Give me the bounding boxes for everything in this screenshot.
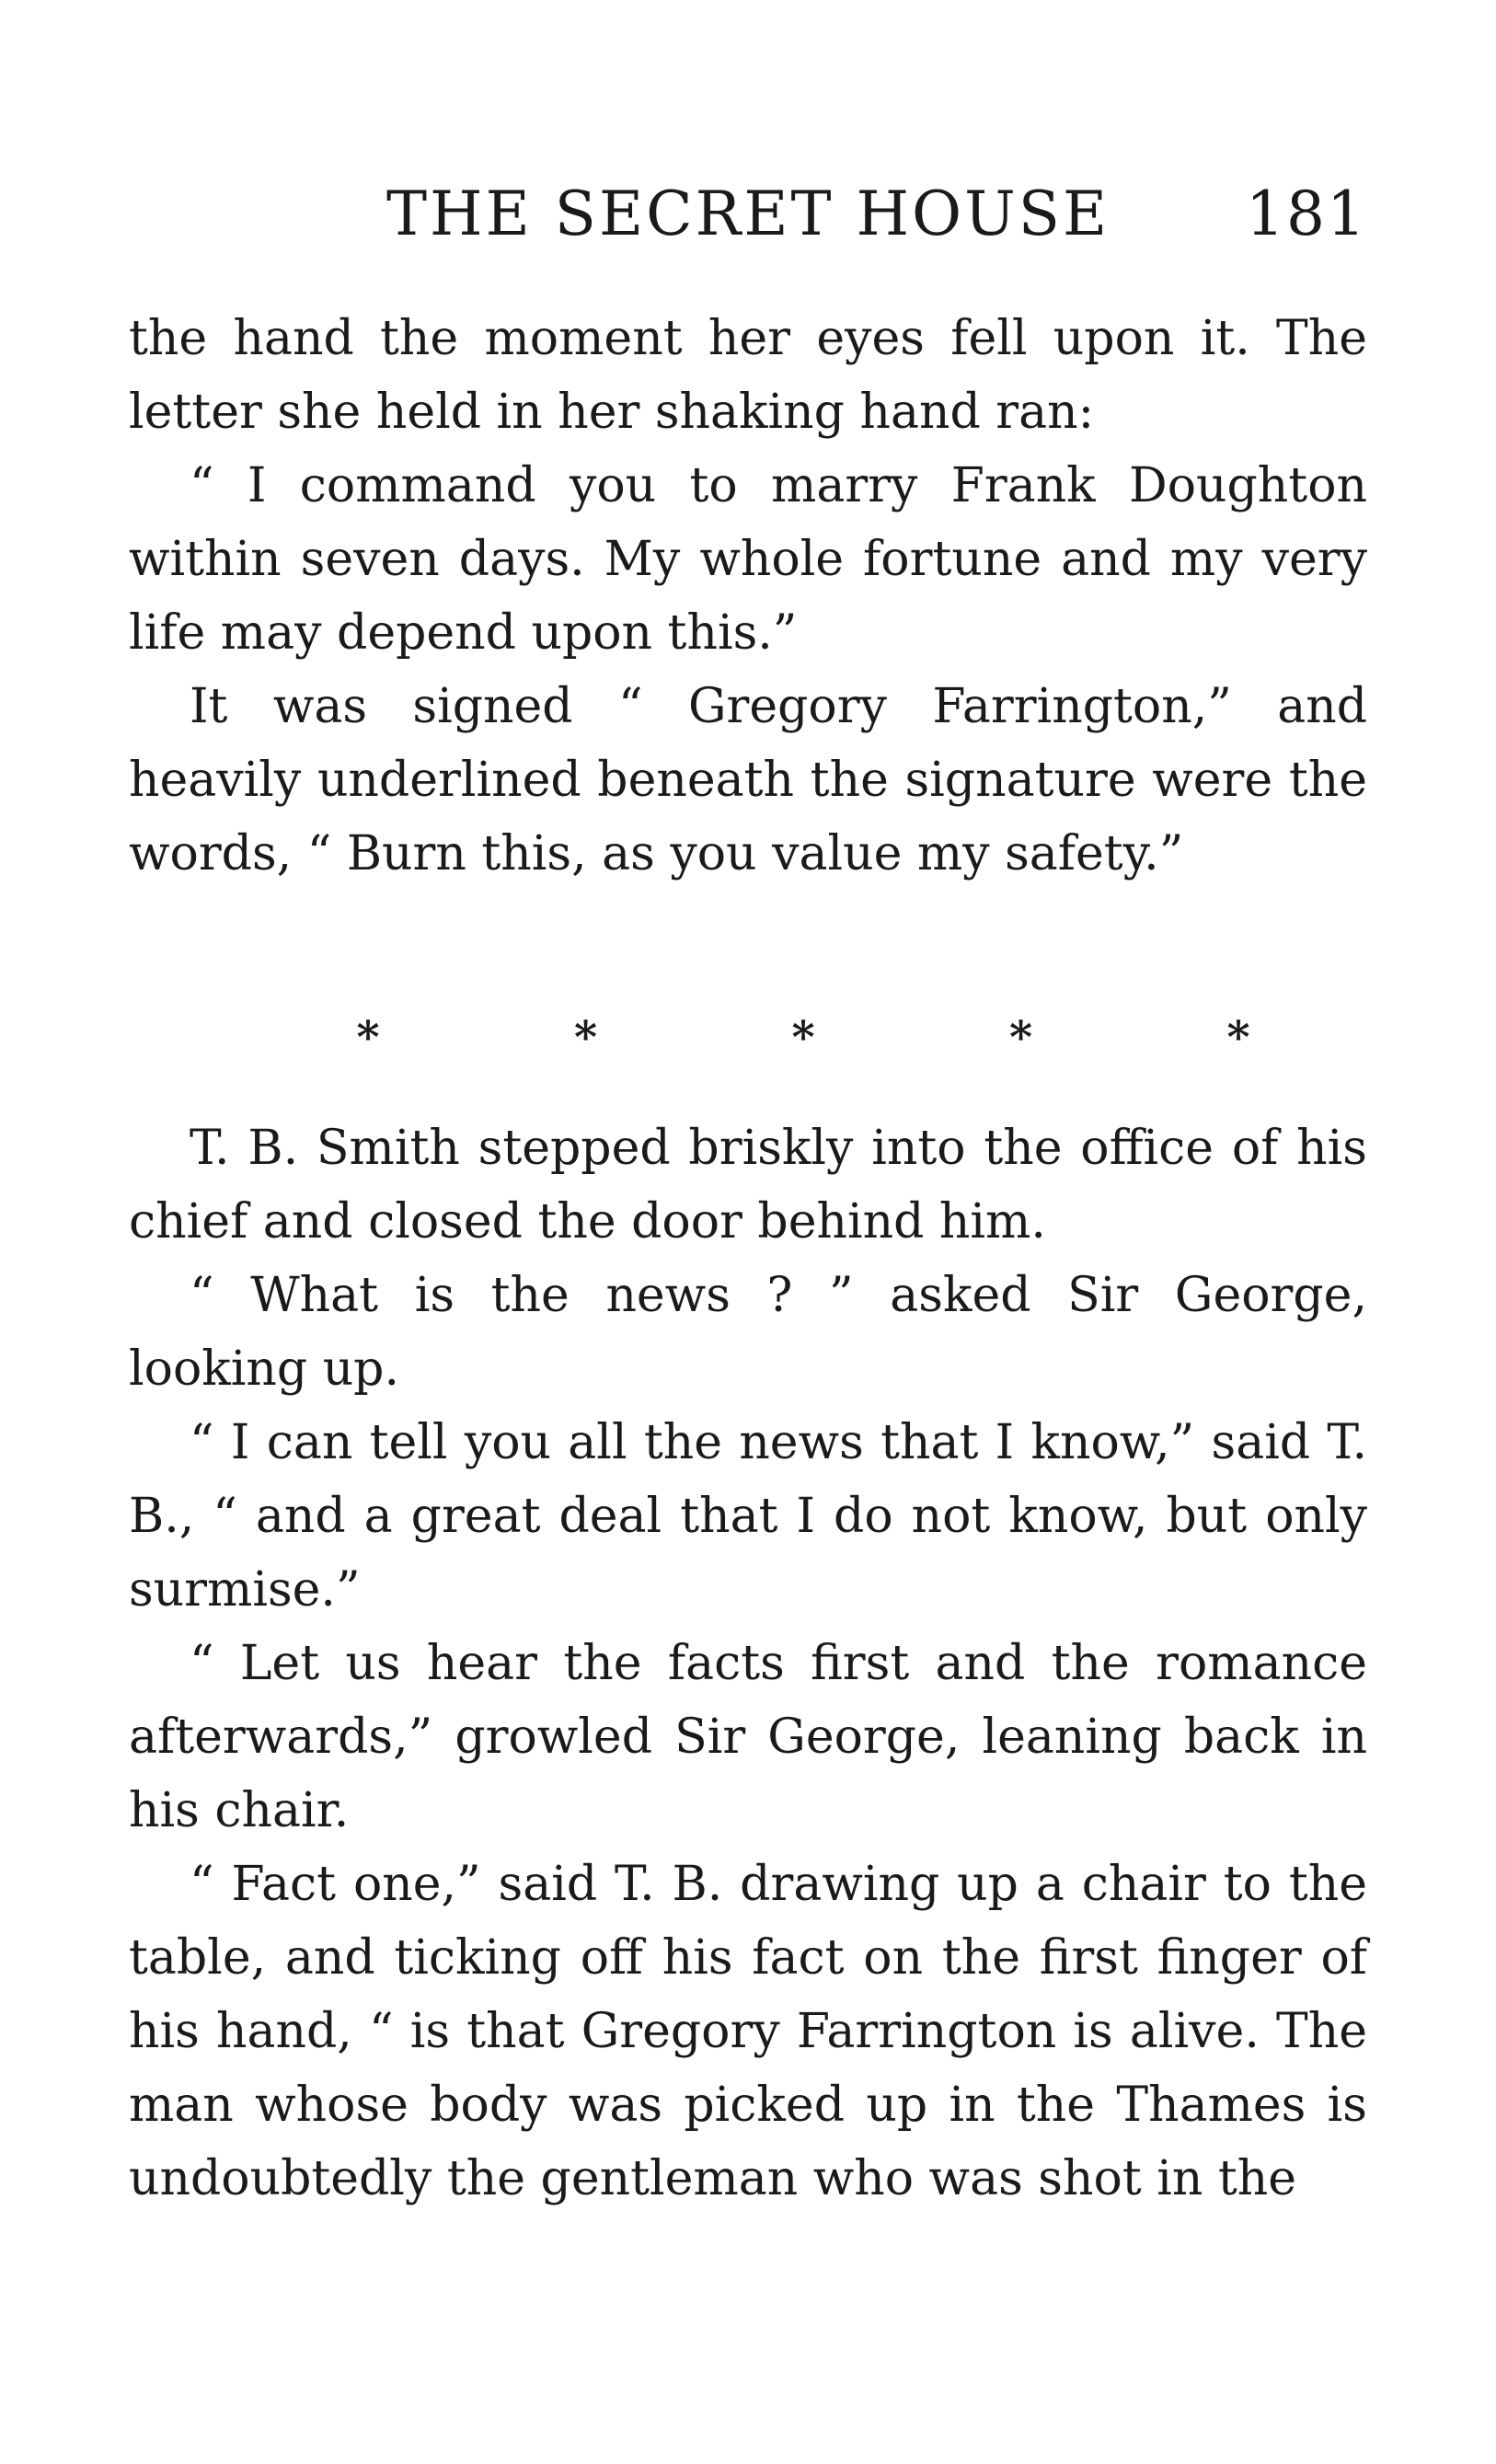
section-break (129, 964, 1367, 1111)
section-break-star: * (356, 1012, 380, 1064)
section-break-star: * (791, 1012, 815, 1064)
paragraph-dialogue: “ Let us hear the facts first and the romance afterwards,” growled Sir George, leaning back in his chair. (129, 1636, 1367, 1838)
paragraph-dialogue: “ What is the news ? ” asked Sir George, looking up. (129, 1268, 1367, 1397)
paragraph-signature: It was signed “ Gregory Farrington,” and heavily underlined beneath the signature were the words, “ Burn this, as you value my safety.” (129, 679, 1367, 881)
running-head (129, 173, 1367, 256)
paragraph-dialogue: “ I can tell you all the news that I know,” said T. B., “ and a great deal that I do not know, but only surmise.” (129, 1415, 1367, 1618)
paragraph-dialogue: “ Fact one,” said T. B. drawing up a chair to the table, and ticking off his fact on the first finger of his hand, “ is that Gregory Farrington is alive. The man whose body was picked up in the Thames is undoubtedly the gentleman who was shot in the (129, 1857, 1367, 2206)
section-break-star: * (1226, 1012, 1250, 1064)
page-body (129, 302, 1367, 2216)
paragraph-smith-enters: T. B. Smith stepped briskly into the office of his chief and closed the door behind him. (129, 1121, 1367, 1249)
quoted-letter: “ I command you to marry Frank Doughton within seven days. My whole fortune and my very life may depend upon this.” (129, 458, 1367, 661)
section-break-star: * (1008, 1012, 1033, 1064)
page-number: 181 (1246, 178, 1367, 249)
section-break-star: * (573, 1012, 598, 1064)
paragraph-continuation: the hand the moment her eyes fell upon it. The letter she held in her shaking hand ran: (129, 311, 1367, 440)
running-title: THE SECRET HOUSE (386, 178, 1110, 249)
